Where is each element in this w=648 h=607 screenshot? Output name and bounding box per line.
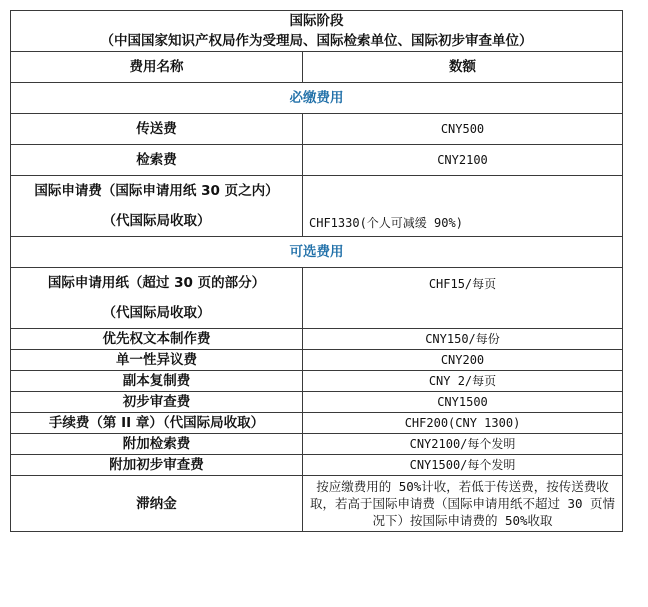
fee-amount: CHF15/每页 [303,268,623,329]
table-row [11,145,623,176]
fee-name: 初步审查费 [11,392,303,413]
table-row [11,268,623,329]
fee-table [10,10,623,532]
header-amount: 数额 [303,52,623,83]
fee-name [11,268,303,329]
late-fee-amount: 按应缴费用的 50%计收，若低于传送费，按传送费收取，若高于国际申请费（国际申请用纸不超过 30 页情况下）按国际申请费的 50%收取 [303,476,623,532]
header-row [11,52,623,83]
table-row [11,114,623,145]
table-row [11,413,623,434]
table-title-cell [11,11,623,52]
table-row [11,176,623,237]
fee-name-line1: 国际申请用纸（超过 30 页的部分） [47,275,266,291]
late-fee-row [11,476,623,532]
section-optional: 可选费用 [11,237,623,268]
header-name: 费用名称 [11,52,303,83]
table-row [11,329,623,350]
fee-name: 手续费（第 II 章）（代国际局收取） [11,413,303,434]
section-optional-row [11,237,623,268]
table-title: 国际阶段 [289,13,344,29]
fee-amount: CNY2100 [303,145,623,176]
fee-name-line2: （代国际局收取） [102,213,211,229]
fee-name: 传送费 [11,114,303,145]
fee-name: 检索费 [11,145,303,176]
fee-name-line1: 国际申请费（国际申请用纸 30 页之内） [34,183,279,199]
fee-name [11,176,303,237]
fee-amount: CNY2100/每个发明 [303,434,623,455]
fee-amount: CNY150/每份 [303,329,623,350]
fee-amount: CNY200 [303,350,623,371]
table-row [11,455,623,476]
fee-name: 附加检索费 [11,434,303,455]
fee-amount: CHF1330(个人可减缓 90%) [303,176,623,237]
table-subtitle: （中国国家知识产权局作为受理局、国际检索单位、国际初步审查单位） [100,33,533,49]
fee-name: 优先权文本制作费 [11,329,303,350]
fee-name: 单一性异议费 [11,350,303,371]
title-row [11,11,623,52]
fee-amount: CNY500 [303,114,623,145]
fee-name-line2: （代国际局收取） [102,305,211,321]
table-row [11,371,623,392]
fee-amount: CNY 2/每页 [303,371,623,392]
table-row [11,392,623,413]
fee-amount: CHF200(CNY 1300) [303,413,623,434]
section-required-row [11,83,623,114]
fee-amount: CNY1500 [303,392,623,413]
fee-name: 附加初步审查费 [11,455,303,476]
section-required: 必缴费用 [11,83,623,114]
table-row [11,434,623,455]
fee-amount: CNY1500/每个发明 [303,455,623,476]
late-fee-name: 滞纳金 [11,476,303,532]
table-row [11,350,623,371]
fee-name: 副本复制费 [11,371,303,392]
